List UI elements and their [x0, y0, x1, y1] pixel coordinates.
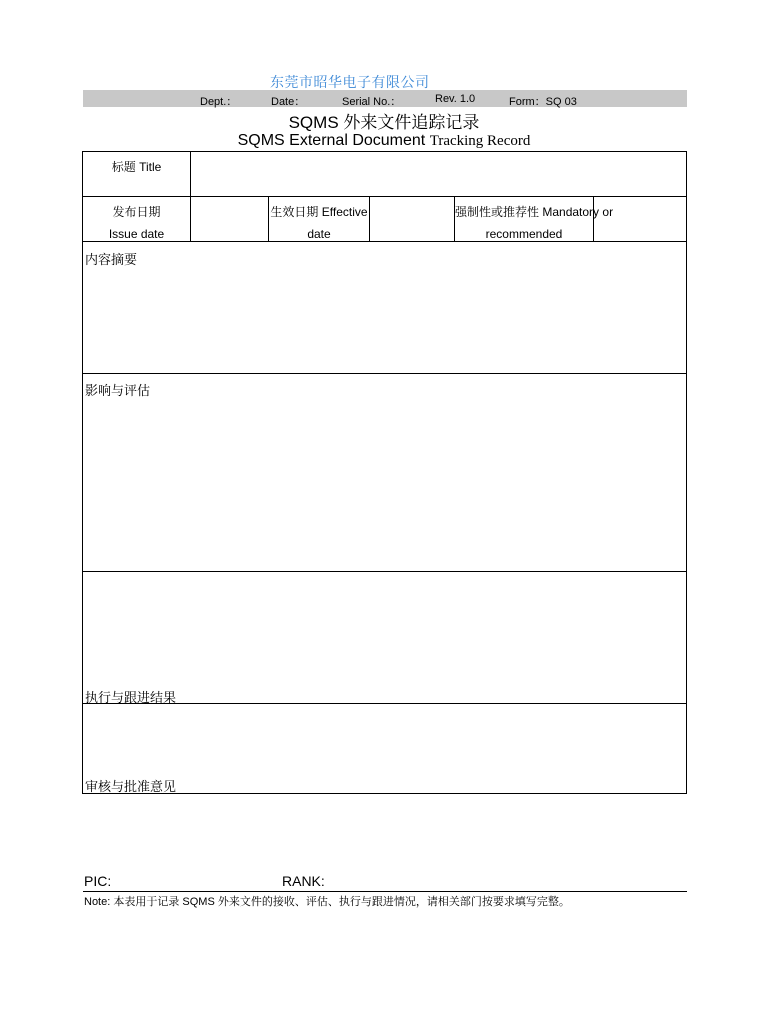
- section-summary-field[interactable]: [83, 267, 686, 373]
- pic-label: PIC:: [84, 873, 112, 889]
- issue-date-label-en: Issue date: [108, 227, 165, 241]
- effective-date-label-cn: 生效日期: [270, 205, 319, 219]
- title-cn-text: 外来文件追踪记录: [343, 113, 480, 132]
- title-en-serif: Tracking Record: [429, 133, 531, 149]
- form-number: Form：SQ 03: [509, 96, 577, 108]
- tracking-form: [82, 151, 687, 794]
- row-divider: [83, 373, 686, 374]
- issue-date-field[interactable]: [191, 197, 268, 241]
- note-prefix: Note:: [84, 896, 111, 908]
- mandatory-label: [455, 201, 614, 245]
- section-execution-label: 执行与跟进结果: [85, 690, 177, 705]
- page-title-en: [0, 132, 768, 150]
- title-label-cn: 标题: [111, 160, 136, 174]
- meta-bar: [83, 90, 687, 107]
- serial-field: Serial No.：: [342, 96, 402, 108]
- effective-date-field[interactable]: [370, 197, 454, 241]
- title-value-field[interactable]: [191, 152, 686, 196]
- section-impact-field[interactable]: [83, 398, 686, 571]
- rank-label: RANK:: [282, 873, 325, 889]
- mandatory-field[interactable]: [594, 197, 686, 241]
- page-title-cn: [0, 108, 768, 133]
- section-approval-label: 审核与批准意见: [85, 779, 177, 794]
- company-name: 东莞市昭华电子有限公司: [270, 74, 430, 90]
- issue-date-label-cn: 发布日期: [112, 205, 161, 219]
- mandatory-label-cn: 强制性或推荐性: [455, 205, 540, 219]
- title-label: [83, 156, 190, 178]
- revision: Rev. 1.0: [435, 93, 476, 105]
- title-en-sans: SQMS External Document: [237, 132, 426, 149]
- issue-date-label: [83, 201, 190, 245]
- mandatory-label-en: Mandatory or: [542, 205, 614, 219]
- section-impact-label: 影响与评估: [85, 383, 151, 398]
- section-execution-field[interactable]: [83, 572, 686, 684]
- effective-date-label-en: Effective: [321, 205, 368, 219]
- mandatory-label-en2: recommended: [485, 227, 563, 241]
- note-body: 本表用于记录 SQMS 外来文件的接收、评估、执行与跟进情况，请相关部门按要求填写完整。: [113, 896, 570, 908]
- effective-date-label: [269, 201, 369, 245]
- title-cn-prefix: SQMS: [288, 113, 339, 132]
- footer-note: [84, 893, 570, 909]
- effective-date-label-en2: date: [307, 227, 331, 241]
- date-field: Date：: [271, 96, 306, 108]
- dept-field: Dept.：: [200, 96, 238, 108]
- section-summary-label: 内容摘要: [85, 252, 138, 267]
- title-label-en: Title: [139, 160, 162, 174]
- section-approval-field[interactable]: [83, 704, 686, 774]
- signature-line: [83, 891, 687, 892]
